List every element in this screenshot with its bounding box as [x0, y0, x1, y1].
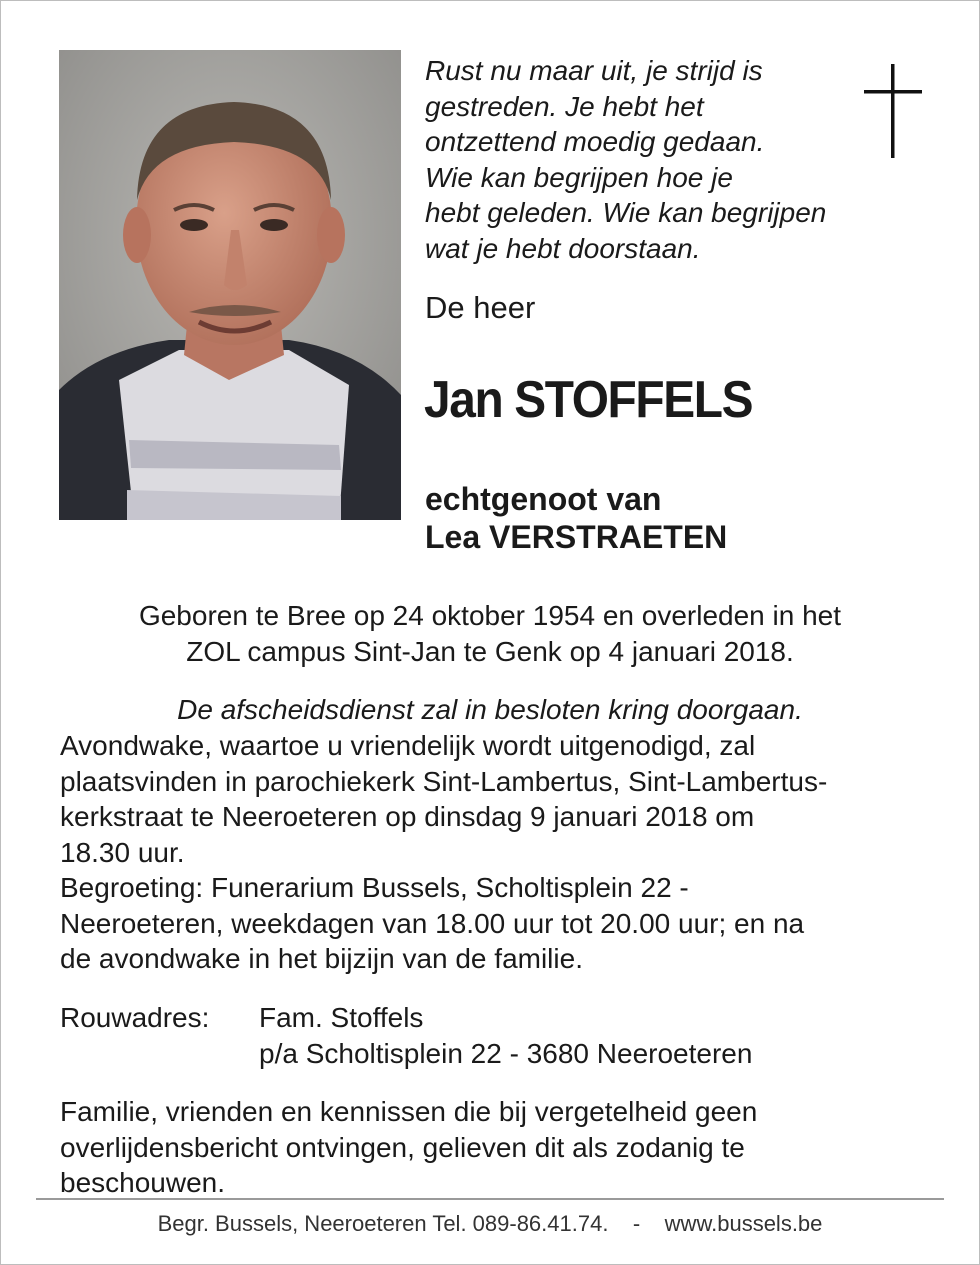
farewell-notice: De afscheidsdienst zal in besloten kring doorgaan. [177, 694, 803, 725]
address-lines: Fam. Stoffels p/a Scholtisplein 22 - 3680 Neeroeteren [259, 1002, 753, 1069]
deceased-name: Jan STOFFELS [424, 371, 753, 429]
honorific: De heer [425, 290, 536, 325]
spouse-line: echtgenoot van Lea VERSTRAETEN [425, 481, 728, 555]
footer-contact: Begr. Bussels, Neeroeteren Tel. 089-86.41.74. - www.bussels.be [157, 1211, 823, 1236]
family-notice: Familie, vrienden en kennissen die bij vergetelheid geen overlijdensbericht ontvingen, gelieven dit als zodanig te beschouwen. [60, 1096, 758, 1198]
portrait-photo [59, 50, 401, 520]
address-label: Rouwadres: [60, 1002, 210, 1033]
ceremony-details: Avondwake, waartoe u vriendelijk wordt uitgenodigd, zal plaatsvinden in parochiekerk Sint-Lambertus, Sint-Lambertus- kerkstraat te Neeroeteren op dinsdag 9 januari 2018 om 18.30 uur. Begroeting: Funerarium Bussels, Scholtisplein 22 - Neeroeteren, weekdagen van 18.00 uur tot 20.00 uur; en na de avondwake in het bijzijn van de familie. [60, 730, 828, 974]
birth-death-info: Geboren te Bree op 24 oktober 1954 en overleden in het ZOL campus Sint-Jan te Genk op 4 januari 2018. [138, 600, 842, 667]
divider [36, 1198, 944, 1200]
poem-verse: Rust nu maar uit, je strijd is gestreden. Je hebt het ontzettend moedig gedaan. Wie kan begrijpen hoe je hebt geleden. Wie kan begrijpen wat je hebt doorstaan. [425, 55, 827, 264]
